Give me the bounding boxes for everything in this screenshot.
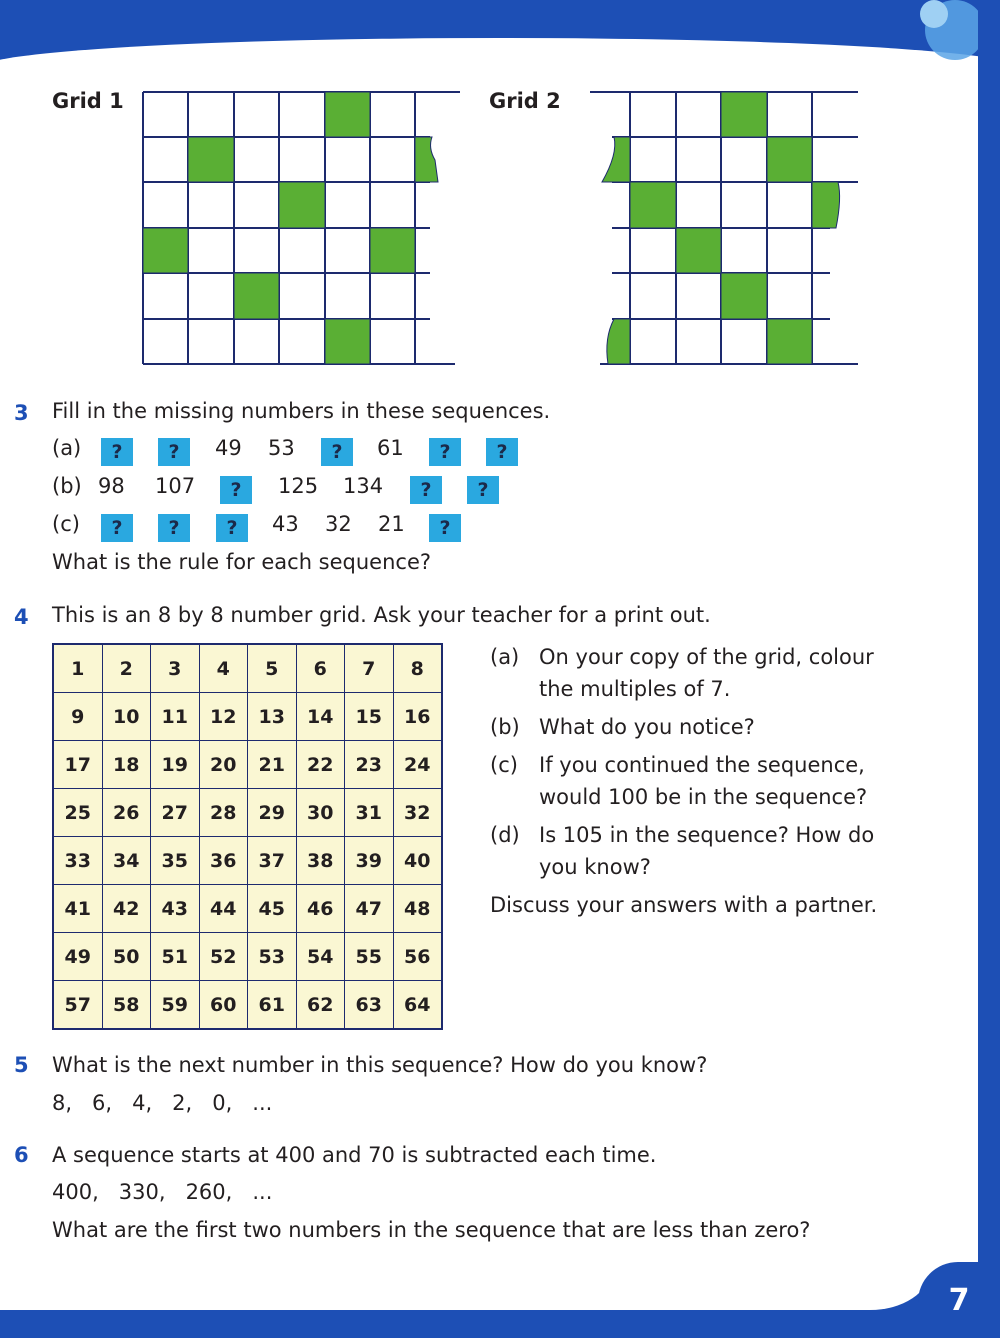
number-grid-cell: 19 xyxy=(151,741,200,789)
number-grid-cell: 60 xyxy=(199,981,248,1030)
number-grid-cell: 56 xyxy=(393,933,442,981)
sequence-a-item: 49 xyxy=(215,436,242,460)
number-grid-cell: 33 xyxy=(53,837,102,885)
number-grid-cell: 55 xyxy=(345,933,394,981)
number-grid-cell: 52 xyxy=(199,933,248,981)
number-grid-cell: 27 xyxy=(151,789,200,837)
sequence-c-item: 21 xyxy=(378,512,405,536)
question-5-prompt: What is the next number in this sequence? How do you know? xyxy=(52,1053,708,1077)
number-grid-row xyxy=(53,693,442,741)
number-grid-cell: 22 xyxy=(296,741,345,789)
number-grid-cell: 62 xyxy=(296,981,345,1030)
part-text: would 100 be in the sequence? xyxy=(539,785,868,809)
sequence-a-item: ? xyxy=(321,438,353,466)
sequence-c-item: 32 xyxy=(325,512,352,536)
number-grid-cell: 40 xyxy=(393,837,442,885)
number-grid-row xyxy=(53,885,442,933)
grid-2 xyxy=(590,88,860,368)
part-label: (b) xyxy=(490,715,520,739)
number-grid-cell: 29 xyxy=(248,789,297,837)
question-5-sequence: 8, 6, 4, 2, 0, ... xyxy=(52,1091,273,1115)
number-grid-cell: 12 xyxy=(199,693,248,741)
grid-1 xyxy=(140,88,470,368)
part-label: (c) xyxy=(490,753,518,777)
part-text: On your copy of the grid, colour xyxy=(539,645,874,669)
question-6-prompt: A sequence starts at 400 and 70 is subtracted each time. xyxy=(52,1143,657,1167)
number-grid-cell: 28 xyxy=(199,789,248,837)
number-grid-cell: 4 xyxy=(199,644,248,693)
number-grid-row xyxy=(53,981,442,1030)
number-grid-cell: 5 xyxy=(248,644,297,693)
number-grid-cell: 11 xyxy=(151,693,200,741)
number-grid-cell: 50 xyxy=(102,933,151,981)
number-grid-cell: 44 xyxy=(199,885,248,933)
question-6-question: What are the first two numbers in the sequence that are less than zero? xyxy=(52,1218,811,1242)
sequence-c-item: 43 xyxy=(272,512,299,536)
number-grid-row xyxy=(53,644,442,693)
number-grid-cell: 59 xyxy=(151,981,200,1030)
sequence-a-item: ? xyxy=(101,438,133,466)
number-grid-cell: 24 xyxy=(393,741,442,789)
question-6-sequence: 400, 330, 260, ... xyxy=(52,1180,273,1204)
number-grid-cell: 9 xyxy=(53,693,102,741)
number-grid-cell: 53 xyxy=(248,933,297,981)
number-grid-cell: 14 xyxy=(296,693,345,741)
number-grid-cell: 17 xyxy=(53,741,102,789)
number-grid-cell: 57 xyxy=(53,981,102,1030)
number-grid-cell: 58 xyxy=(102,981,151,1030)
number-grid-cell: 37 xyxy=(248,837,297,885)
grid-2-label: Grid 2 xyxy=(489,89,561,113)
sequence-b-item: ? xyxy=(467,476,499,504)
number-grid-cell: 13 xyxy=(248,693,297,741)
number-grid-row xyxy=(53,789,442,837)
number-grid-cell: 46 xyxy=(296,885,345,933)
question-3-number: 3 xyxy=(14,401,29,425)
number-grid-cell: 23 xyxy=(345,741,394,789)
sequence-a-item: 61 xyxy=(377,436,404,460)
sequence-b-item: 107 xyxy=(155,474,196,498)
part-text: you know? xyxy=(539,855,651,879)
number-grid-cell: 35 xyxy=(151,837,200,885)
part-text: What do you notice? xyxy=(539,715,755,739)
sequence-c-item: ? xyxy=(158,514,190,542)
part-label: (a) xyxy=(490,645,520,669)
sequence-b-item: 134 xyxy=(343,474,384,498)
number-grid-row xyxy=(53,741,442,789)
number-grid-cell: 15 xyxy=(345,693,394,741)
part-label: (d) xyxy=(490,823,520,847)
number-grid-cell: 39 xyxy=(345,837,394,885)
question-3-rule: What is the rule for each sequence? xyxy=(52,550,432,574)
number-grid-cell: 30 xyxy=(296,789,345,837)
sequence-a-item: 53 xyxy=(268,436,295,460)
sequence-c-item: ? xyxy=(429,514,461,542)
number-grid-cell: 38 xyxy=(296,837,345,885)
sequence-b-item: 125 xyxy=(278,474,319,498)
number-grid-cell: 16 xyxy=(393,693,442,741)
sequence-b-item: 98 xyxy=(98,474,125,498)
number-grid-cell: 63 xyxy=(345,981,394,1030)
part-text: Is 105 in the sequence? How do xyxy=(539,823,875,847)
number-grid-cell: 43 xyxy=(151,885,200,933)
sequence-b-item: ? xyxy=(410,476,442,504)
bottom-border-curve xyxy=(0,1250,930,1310)
question-6-number: 6 xyxy=(14,1143,29,1167)
number-grid-row xyxy=(53,837,442,885)
question-4-part-a xyxy=(490,641,930,705)
sequence-a-item: ? xyxy=(158,438,190,466)
number-grid-cell: 6 xyxy=(296,644,345,693)
number-grid-cell: 26 xyxy=(102,789,151,837)
part-text: the multiples of 7. xyxy=(539,677,731,701)
number-grid-cell: 51 xyxy=(151,933,200,981)
number-grid xyxy=(52,643,443,1030)
sequence-c-label: (c) xyxy=(52,512,80,536)
number-grid-cell: 42 xyxy=(102,885,151,933)
number-grid-cell: 1 xyxy=(53,644,102,693)
number-grid-cell: 25 xyxy=(53,789,102,837)
number-grid-cell: 3 xyxy=(151,644,200,693)
bubble-decoration-small xyxy=(920,0,948,28)
number-grid-cell: 61 xyxy=(248,981,297,1030)
part-text: If you continued the sequence, xyxy=(539,753,865,777)
number-grid-cell: 2 xyxy=(102,644,151,693)
number-grid-cell: 49 xyxy=(53,933,102,981)
number-grid-cell: 36 xyxy=(199,837,248,885)
sequence-a-item: ? xyxy=(429,438,461,466)
number-grid-cell: 48 xyxy=(393,885,442,933)
question-4-discuss: Discuss your answers with a partner. xyxy=(490,893,878,917)
sequence-b-item: ? xyxy=(220,476,252,504)
number-grid-cell: 7 xyxy=(345,644,394,693)
number-grid-cell: 41 xyxy=(53,885,102,933)
question-4-part-b xyxy=(490,711,930,743)
number-grid-cell: 54 xyxy=(296,933,345,981)
number-grid-cell: 18 xyxy=(102,741,151,789)
number-grid-cell: 64 xyxy=(393,981,442,1030)
number-grid-cell: 47 xyxy=(345,885,394,933)
number-grid-cell: 10 xyxy=(102,693,151,741)
sequence-c-item: ? xyxy=(216,514,248,542)
number-grid-cell: 45 xyxy=(248,885,297,933)
number-grid-cell: 20 xyxy=(199,741,248,789)
number-grid-cell: 21 xyxy=(248,741,297,789)
sequence-a-label: (a) xyxy=(52,436,82,460)
right-border xyxy=(978,0,1000,1338)
number-grid-cell: 34 xyxy=(102,837,151,885)
number-grid-cell: 31 xyxy=(345,789,394,837)
question-4-prompt: This is an 8 by 8 number grid. Ask your teacher for a print out. xyxy=(52,603,711,627)
number-grid-row xyxy=(53,933,442,981)
grid-1-label: Grid 1 xyxy=(52,89,124,113)
question-5-number: 5 xyxy=(14,1053,29,1077)
page-number: 7 xyxy=(918,1262,1000,1338)
sequence-b-label: (b) xyxy=(52,474,82,498)
question-4-part-d xyxy=(490,819,930,883)
question-4-number: 4 xyxy=(14,605,29,629)
sequence-c-item: ? xyxy=(101,514,133,542)
question-3-prompt: Fill in the missing numbers in these sequences. xyxy=(52,399,551,423)
question-4-part-c xyxy=(490,749,930,813)
sequence-a-item: ? xyxy=(486,438,518,466)
number-grid-cell: 8 xyxy=(393,644,442,693)
number-grid-cell: 32 xyxy=(393,789,442,837)
